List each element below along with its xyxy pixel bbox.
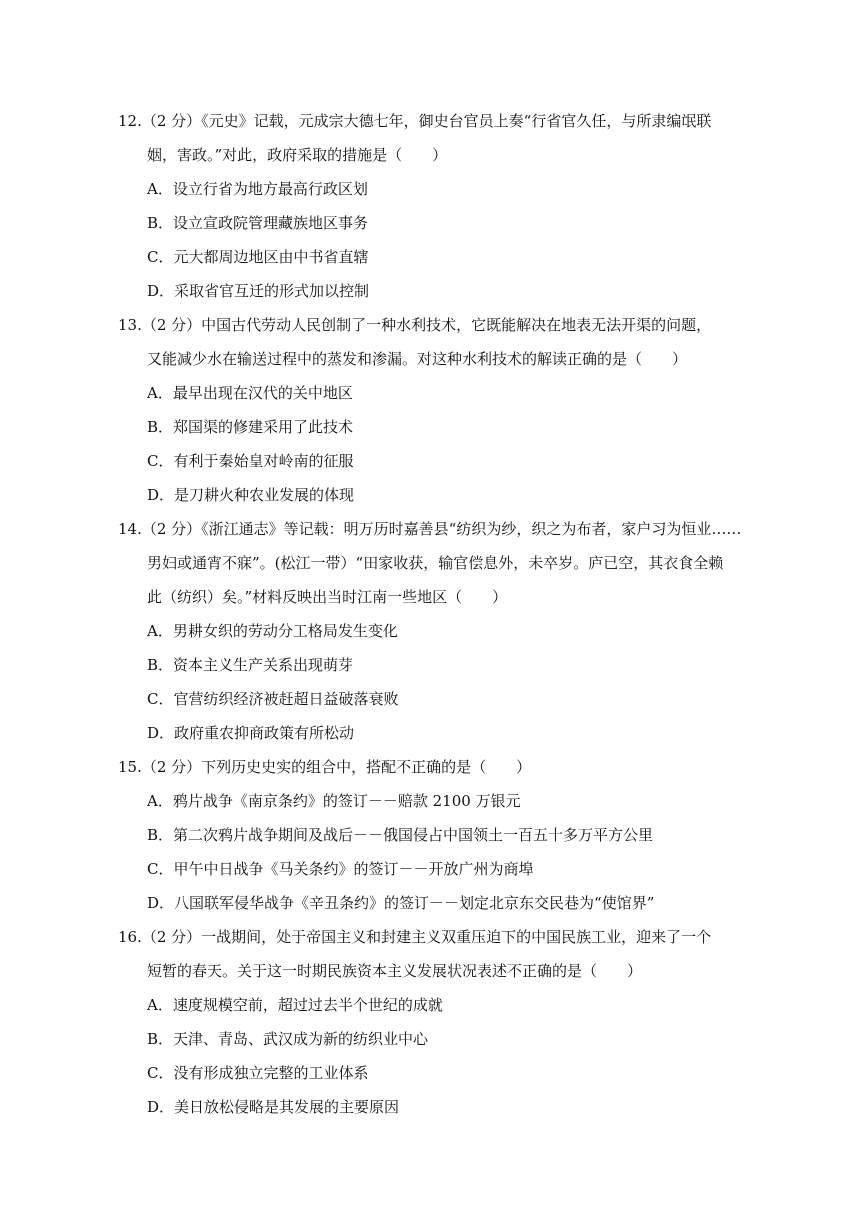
question-list xyxy=(118,104,742,1124)
option-text: 官营纺织经济被赶超日益破落衰败 xyxy=(173,690,399,708)
option-text: 元大都周边地区由中书省直辖 xyxy=(173,248,369,266)
question-stem: 12.（2 分）《元史》记载，元成宗大德七年，御史台官员上奏“行省官久任，与所隶编氓联 xyxy=(118,112,712,130)
option-letter: B． xyxy=(147,214,174,232)
option-text: 资本主义生产关系出现萌芽 xyxy=(173,656,354,674)
option-letter: B． xyxy=(147,1030,174,1048)
option-text: 政府重农抑商政策有所松动 xyxy=(174,724,355,742)
option-letter: C． xyxy=(147,1064,174,1082)
option-d xyxy=(118,274,738,308)
option-c xyxy=(118,1056,738,1090)
option-letter: D． xyxy=(147,724,175,742)
option-text: 设立宣政院管理藏族地区事务 xyxy=(173,214,369,232)
option-letter: D． xyxy=(147,282,175,300)
option-a xyxy=(118,784,738,818)
option-letter: C． xyxy=(147,452,174,470)
option-text: 设立行省为地方最高行政区划 xyxy=(172,180,368,198)
option-text: 甲午中日战争《马关条约》的签订－－开放广州为商埠 xyxy=(173,860,534,878)
option-text: 第二次鸦片战争期间及战后－－俄国侵占中国领土一百五十多万平方公里 xyxy=(173,826,654,844)
option-letter: D． xyxy=(147,894,175,912)
question-stem: 姻，害政。”对此，政府采取的措施是（ ） xyxy=(147,146,448,164)
option-b xyxy=(118,410,738,444)
option-c xyxy=(118,444,738,478)
option-letter: A． xyxy=(147,622,173,640)
option-letter: C． xyxy=(147,248,174,266)
question-14 xyxy=(118,512,742,750)
option-letter: B． xyxy=(147,826,174,844)
question-stem: 16.（2 分）一战期间，处于帝国主义和封建主义双重压迫下的中国民族工业，迎来了一个 xyxy=(118,928,712,946)
option-d xyxy=(118,478,738,512)
option-b xyxy=(118,1022,738,1056)
option-text: 八国联军侵华战争《辛丑条约》的签订－－划定北京东交民巷为“使馆界” xyxy=(174,894,655,912)
option-letter: C． xyxy=(147,690,174,708)
question-stem: 14.（2 分）《浙江通志》等记载：明万历时嘉善县“纺织为纱，织之为布者，家户习为恒业…… xyxy=(118,520,742,538)
option-text: 美日放松侵略是其发展的主要原因 xyxy=(174,1098,400,1116)
question-stem: 短暂的春天。关于这一时期民族资本主义发展状况表述不正确的是（ ） xyxy=(147,962,643,980)
question-stem: 13.（2 分）中国古代劳动人民创制了一种水利技术，它既能解决在地表无法开渠的问题， xyxy=(118,316,712,334)
option-text: 鸦片战争《南京条约》的签订－－赔款 2100 万银元 xyxy=(172,792,521,810)
question-15 xyxy=(118,750,738,920)
question-stem: 此（纺织）矣。”材料反映出当时江南一些地区（ ） xyxy=(147,588,508,606)
option-letter: A． xyxy=(147,384,173,402)
option-b xyxy=(118,206,738,240)
option-a xyxy=(118,376,738,410)
option-text: 郑国渠的修建采用了此技术 xyxy=(173,418,354,436)
option-text: 采取省官互迁的形式加以控制 xyxy=(174,282,370,300)
option-a xyxy=(118,172,738,206)
option-c xyxy=(118,682,738,716)
option-a xyxy=(118,988,738,1022)
option-b xyxy=(118,818,738,852)
option-letter: A． xyxy=(147,792,173,810)
option-letter: A． xyxy=(147,180,173,198)
question-12 xyxy=(118,104,738,308)
option-letter: A． xyxy=(147,996,173,1014)
option-text: 没有形成独立完整的工业体系 xyxy=(173,1064,369,1082)
option-text: 男耕女织的劳动分工格局发生变化 xyxy=(172,622,398,640)
question-13 xyxy=(118,308,738,512)
option-d xyxy=(118,886,738,920)
option-letter: B． xyxy=(147,656,174,674)
option-text: 最早出现在汉代的关中地区 xyxy=(172,384,353,402)
question-stem: 又能减少水在输送过程中的蒸发和渗漏。对这种水利技术的解读正确的是（ ） xyxy=(147,350,688,368)
option-text: 速度规模空前，超过过去半个世纪的成就 xyxy=(172,996,443,1014)
option-letter: D． xyxy=(147,486,175,504)
option-text: 是刀耕火种农业发展的体现 xyxy=(174,486,355,504)
option-d xyxy=(118,1090,738,1124)
option-text: 天津、青岛、武汉成为新的纺织业中心 xyxy=(173,1030,429,1048)
question-stem: 男妇或通宵不寐”。(松江一带）“田家收获，输官偿息外，未卒岁。庐已空，其衣食全赖 xyxy=(147,554,724,572)
option-d xyxy=(118,716,738,750)
option-letter: B． xyxy=(147,418,174,436)
question-stem: 15.（2 分）下列历史史实的组合中，搭配不正确的是（ ） xyxy=(118,758,532,776)
option-a xyxy=(118,614,738,648)
option-c xyxy=(118,240,738,274)
option-c xyxy=(118,852,738,886)
option-text: 有利于秦始皇对岭南的征服 xyxy=(173,452,354,470)
option-letter: D． xyxy=(147,1098,175,1116)
option-b xyxy=(118,648,738,682)
option-letter: C． xyxy=(147,860,174,878)
question-16 xyxy=(118,920,738,1124)
